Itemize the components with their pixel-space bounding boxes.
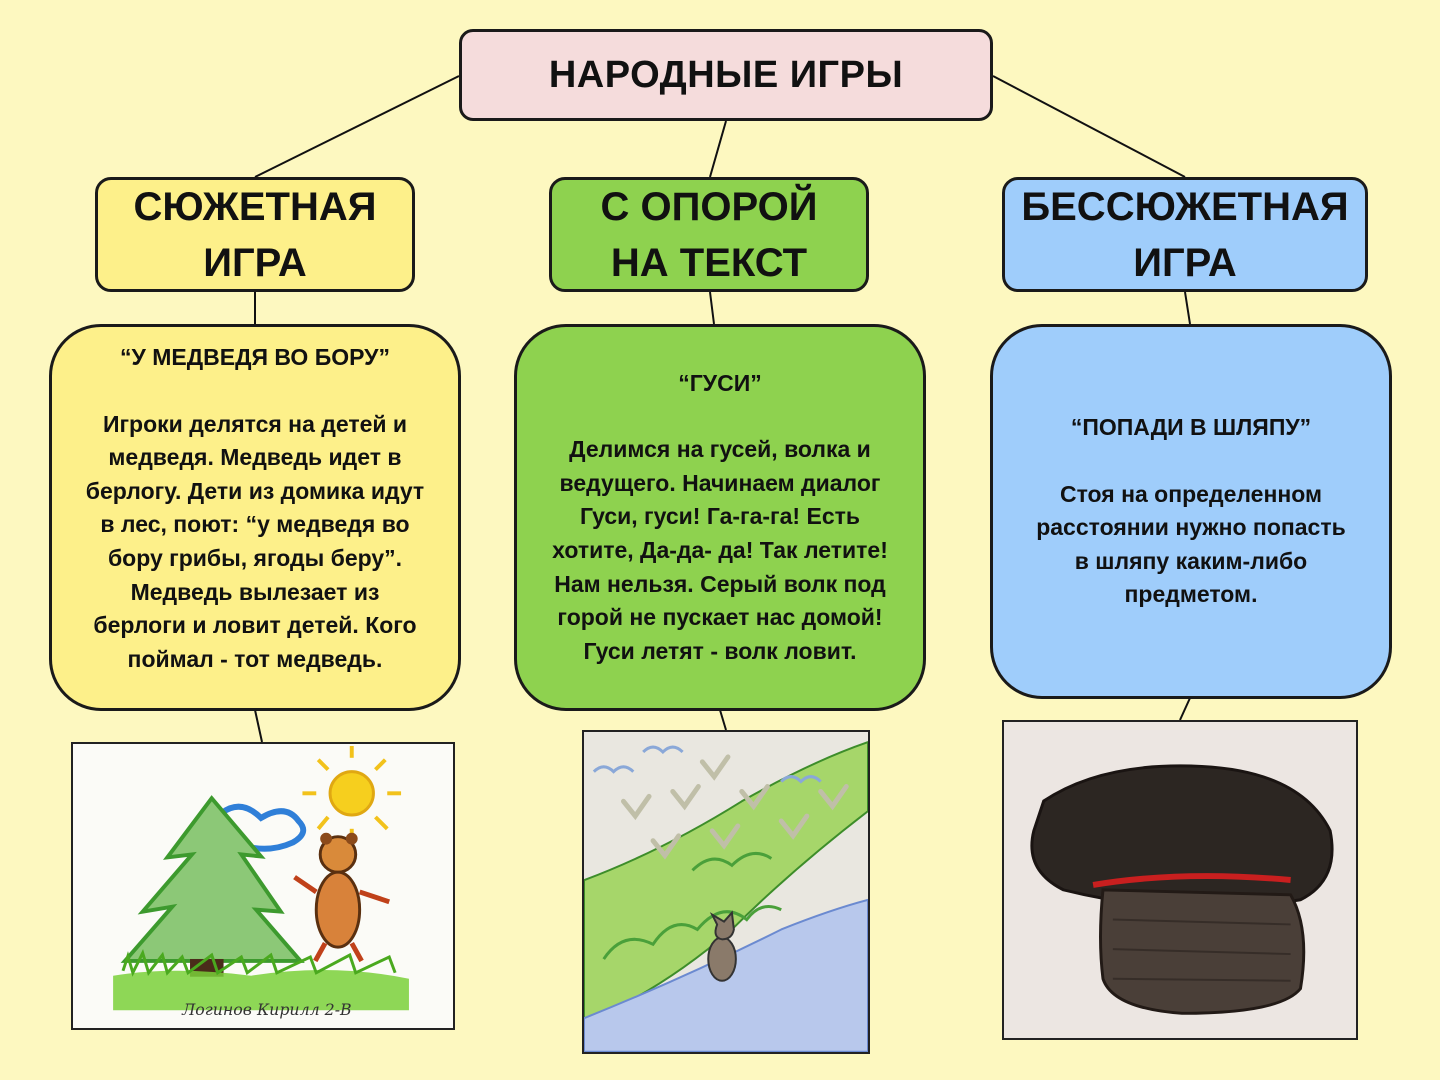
main-title: НАРОДНЫЕ ИГРЫ: [548, 53, 904, 96]
bear-tree-illustration: [73, 744, 453, 1028]
category-line2: ИГРА: [203, 240, 307, 285]
game-description: Делимся на гусей, волка и ведущего. Начинаем диалог Гуси, гуси! Га-га-га! Есть хотите, Да-да- да! Так летите! Нам нельзя. Серый волк под горой не пускает нас домой! Гуси летят - волк ловит.: [552, 436, 888, 664]
category-line1: СЮЖЕТНАЯ: [133, 184, 377, 229]
game-title: “ГУСИ”: [678, 369, 762, 396]
main-title-box: [459, 29, 993, 121]
game-box-bear: [49, 324, 461, 711]
hat-drawing: [1002, 720, 1358, 1040]
game-title: “ПОПАДИ В ШЛЯПУ”: [1070, 414, 1312, 441]
category-box-plotless-game: [1002, 177, 1368, 292]
geese-wolf-drawing: [582, 730, 870, 1054]
category-line1: С ОПОРОЙ: [600, 184, 818, 229]
hat-illustration: [1004, 722, 1356, 1038]
game-description: Стоя на определенном расстоянии нужно попасть в шляпу каким-либо предметом.: [1036, 480, 1346, 608]
drawing-signature: Логинов Кирилл 2-В: [182, 1000, 352, 1020]
category-line2: ИГРА: [1133, 240, 1237, 285]
geese-wolf-illustration: [584, 732, 868, 1052]
game-box-geese: [514, 324, 926, 711]
bear-tree-drawing: [71, 742, 455, 1030]
category-line1: БЕССЮЖЕТНАЯ: [1021, 184, 1349, 229]
game-box-hat: [990, 324, 1392, 699]
category-box-text-based: [549, 177, 869, 292]
category-line2: НА ТЕКСТ: [610, 240, 808, 285]
category-box-plot-game: [95, 177, 415, 292]
game-description: Игроки делятся на детей и медведя. Медведь идет в берлогу. Дети из домика идут в лес, поют: “у медведя во бору грибы, ягоды беру”. Медведь вылезает из берлоги и ловит детей. Кого поймал - тот медведь.: [85, 410, 425, 672]
game-title: “У МЕДВЕДЯ ВО БОРУ”: [120, 344, 390, 370]
